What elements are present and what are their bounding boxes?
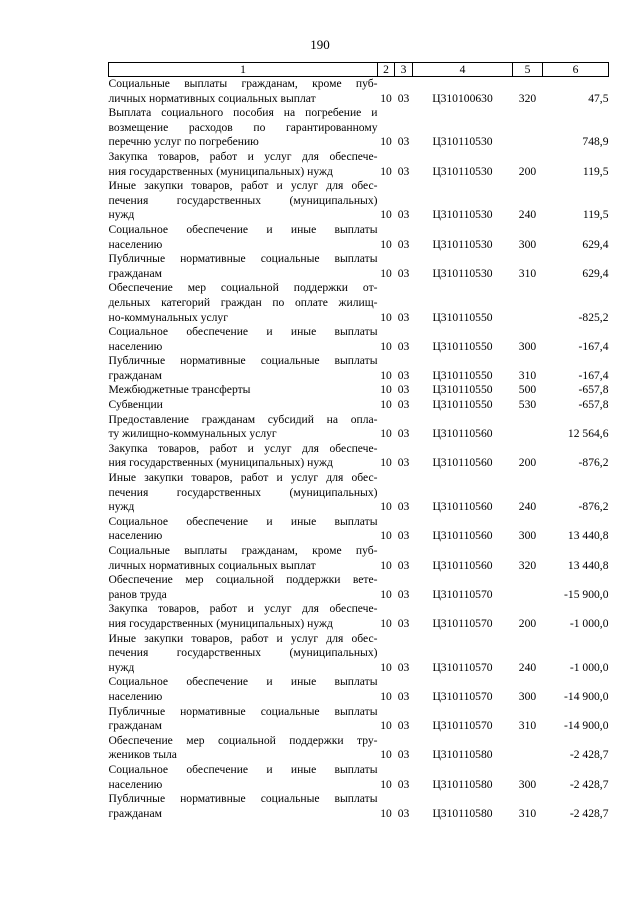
row-amount: -2 428,7 (569, 806, 609, 820)
row-section: 10 (380, 266, 392, 280)
row-name-line: жеников тыла (108, 748, 177, 762)
table-row (109, 471, 609, 515)
row-name (109, 632, 378, 676)
row-name (109, 573, 378, 602)
row-subsection: 03 (397, 616, 410, 630)
row-section: 10 (380, 660, 392, 674)
row-name-line: Социальные выплаты гражданам, кроме пуб- (108, 77, 378, 90)
table-row (109, 413, 609, 442)
row-name-line: Социальное обеспечение и иные выплаты (108, 675, 378, 689)
row-target-code: Ц310110550 (432, 368, 493, 382)
row-name-line: но-коммунальных услуг (108, 310, 228, 324)
row-name-line: ранов труда (108, 587, 167, 601)
row-subsection: 03 (397, 237, 410, 251)
row-name-line: личных нормативных социальных выплат (108, 91, 316, 105)
row-target-code: Ц310110570 (432, 616, 493, 630)
row-amount: -825,2 (578, 310, 609, 324)
page-number: 190 (310, 37, 330, 52)
table-row (109, 632, 609, 676)
row-subsection: 03 (397, 456, 410, 470)
row-amount: -14 900,0 (564, 719, 609, 733)
row-section: 10 (380, 208, 392, 222)
row-subsection: 03 (397, 806, 410, 820)
row-name-line: гражданам (108, 719, 162, 733)
row-name-line: нужд (108, 500, 135, 514)
row-target-code: Ц310110550 (432, 383, 493, 397)
header-col-section: 2 (378, 63, 395, 77)
row-section: 10 (380, 91, 392, 105)
row-section: 10 (380, 500, 392, 514)
row-amount: -657,8 (578, 383, 609, 397)
row-name-line: Субвенции (108, 398, 163, 412)
table-row (109, 383, 609, 398)
row-target-code: Ц310100630 (432, 91, 493, 105)
row-name-line: Публичные нормативные социальные выплаты (108, 252, 378, 266)
row-name-line: Социальное обеспечение и иные выплаты (108, 222, 378, 236)
row-name-line: Обеспечение мер социальной поддержки от- (108, 281, 378, 295)
row-name (109, 383, 378, 398)
row-target-code: Ц310110530 (432, 208, 493, 222)
row-name-line: Социальные выплаты гражданам, кроме пуб- (108, 544, 378, 557)
row-name-line: Публичные нормативные социальные выплаты (108, 354, 378, 368)
table-row (109, 515, 609, 544)
row-name (109, 398, 378, 413)
row-expense-type: 530 (518, 398, 537, 412)
row-subsection: 03 (397, 660, 410, 674)
row-subsection: 03 (397, 748, 410, 762)
row-name-line: перечню услуг по погребению (108, 135, 259, 149)
row-section: 10 (380, 806, 392, 820)
row-amount: 629,4 (582, 237, 609, 251)
row-name (109, 705, 378, 734)
row-target-code: Ц310110580 (432, 748, 493, 762)
row-name (109, 223, 378, 252)
row-section: 10 (380, 616, 392, 630)
table-row (109, 325, 609, 354)
row-amount: 13 440,8 (567, 558, 609, 572)
row-name-line: Закупка товаров, работ и услуг для обеспече- (108, 602, 378, 616)
row-subsection: 03 (397, 339, 410, 353)
table-row (109, 705, 609, 734)
row-name-line: Предоставление гражданам субсидий на опла- (108, 412, 378, 426)
row-name-line: населению (108, 237, 163, 251)
row-section: 10 (380, 456, 392, 470)
row-target-code: Ц310110580 (432, 777, 493, 791)
row-target-code: Ц310110560 (432, 500, 493, 514)
row-name-line: Социальное обеспечение и иные выплаты (108, 762, 378, 776)
row-name-line: нужд (108, 208, 135, 222)
row-name-line: печения государственных (муниципальных) (108, 193, 378, 207)
row-name-line: Обеспечение мер социальной поддержки вете- (108, 573, 378, 587)
row-amount: -14 900,0 (564, 689, 609, 703)
row-amount: 13 440,8 (567, 529, 609, 543)
row-name-line: ния государственных (муниципальных) нужд (108, 616, 333, 630)
row-target-code: Ц310110560 (432, 456, 493, 470)
row-subsection: 03 (397, 135, 410, 149)
row-target-code: Ц310110570 (432, 587, 493, 601)
row-amount: 12 564,6 (567, 427, 609, 441)
row-name (109, 252, 378, 281)
row-expense-type: 200 (518, 164, 537, 178)
table-row (109, 252, 609, 281)
row-subsection: 03 (397, 310, 410, 324)
table-body (109, 77, 609, 822)
row-subsection: 03 (397, 587, 410, 601)
row-name (109, 471, 378, 515)
row-amount: -876,2 (578, 500, 609, 514)
row-amount: -1 000,0 (569, 660, 609, 674)
row-subsection: 03 (397, 398, 410, 412)
row-section: 10 (380, 135, 392, 149)
row-subsection: 03 (397, 777, 410, 791)
row-section: 10 (380, 383, 392, 397)
row-expense-type: 300 (518, 339, 537, 353)
row-subsection: 03 (397, 558, 410, 572)
row-name (109, 602, 378, 631)
row-section: 10 (380, 719, 392, 733)
row-name-line: ния государственных (муниципальных) нужд (108, 164, 333, 178)
row-target-code: Ц310110570 (432, 689, 493, 703)
row-section: 10 (380, 777, 392, 791)
row-name-line: возмещение расходов по гарантированному (108, 120, 378, 134)
row-section: 10 (380, 748, 392, 762)
row-subsection: 03 (397, 208, 410, 222)
row-name-line: населению (108, 339, 163, 353)
row-target-code: Ц310110570 (432, 719, 493, 733)
row-name (109, 77, 378, 107)
row-section: 10 (380, 368, 392, 382)
row-section: 10 (380, 427, 392, 441)
row-amount: -2 428,7 (569, 748, 609, 762)
row-name-line: Социальное обеспечение и иные выплаты (108, 514, 378, 528)
table-row (109, 675, 609, 704)
row-subsection: 03 (397, 266, 410, 280)
row-expense-type: 300 (518, 529, 537, 543)
row-name-line: Закупка товаров, работ и услуг для обеспече- (108, 149, 378, 163)
row-name-line: дельных категорий граждан по оплате жилищ- (108, 295, 378, 309)
row-name-line: Иные закупки товаров, работ и услуг для обес- (108, 631, 378, 645)
header-col-target-code: 4 (413, 63, 513, 77)
row-expense-type: 200 (518, 456, 537, 470)
table-row (109, 602, 609, 631)
row-amount: 119,5 (582, 164, 609, 178)
table-row (109, 763, 609, 792)
row-target-code: Ц310110570 (432, 660, 493, 674)
table-header (109, 63, 609, 77)
row-name (109, 734, 378, 763)
row-name (109, 325, 378, 354)
row-section: 10 (380, 529, 392, 543)
row-section: 10 (380, 587, 392, 601)
row-target-code: Ц310110530 (432, 135, 493, 149)
row-name (109, 675, 378, 704)
row-target-code: Ц310110560 (432, 529, 493, 543)
row-name-line: гражданам (108, 806, 162, 820)
row-expense-type: 310 (518, 266, 537, 280)
row-name (109, 179, 378, 223)
row-name (109, 442, 378, 471)
row-name-line: Закупка товаров, работ и услуг для обеспече- (108, 441, 378, 455)
row-expense-type (513, 281, 543, 325)
table-row (109, 179, 609, 223)
row-amount: 629,4 (582, 266, 609, 280)
row-name (109, 354, 378, 383)
row-expense-type: 320 (518, 91, 537, 105)
row-name-line: Публичные нормативные социальные выплаты (108, 704, 378, 718)
row-section: 10 (380, 237, 392, 251)
row-name (109, 792, 378, 821)
row-amount: 748,9 (582, 135, 609, 149)
row-name-line: Выплата социального пособия на погребение и (108, 106, 378, 120)
row-section: 10 (380, 339, 392, 353)
table-row (109, 573, 609, 602)
row-amount: 119,5 (582, 208, 609, 222)
table-row (109, 106, 609, 150)
row-name (109, 544, 378, 573)
table-row (109, 150, 609, 179)
row-name-line: Обеспечение мер социальной поддержки тру- (108, 733, 378, 747)
header-col-expense-type: 5 (513, 63, 543, 77)
row-name-line: Публичные нормативные социальные выплаты (108, 792, 378, 806)
row-amount: -657,8 (578, 398, 609, 412)
row-subsection: 03 (397, 427, 410, 441)
row-target-code: Ц310110560 (432, 558, 493, 572)
table-row (109, 398, 609, 413)
row-name (109, 413, 378, 442)
row-name-line: Иные закупки товаров, работ и услуг для обес- (108, 179, 378, 193)
row-name-line: гражданам (108, 368, 162, 382)
row-target-code: Ц310110550 (432, 339, 493, 353)
row-name-line: нужд (108, 660, 135, 674)
row-amount: 47,5 (588, 91, 609, 105)
table-row (109, 281, 609, 325)
row-name-line: населению (108, 777, 163, 791)
row-expense-type (513, 734, 543, 763)
row-section: 10 (380, 398, 392, 412)
row-target-code: Ц310110550 (432, 398, 493, 412)
row-name (109, 281, 378, 325)
row-expense-type (513, 573, 543, 602)
row-amount: -2 428,7 (569, 777, 609, 791)
row-name (109, 106, 378, 150)
row-name (109, 763, 378, 792)
row-expense-type: 240 (518, 500, 537, 514)
row-expense-type: 320 (518, 558, 537, 572)
row-name (109, 515, 378, 544)
table-row (109, 544, 609, 573)
row-expense-type: 240 (518, 208, 537, 222)
row-subsection: 03 (397, 368, 410, 382)
row-amount: -876,2 (578, 456, 609, 470)
table-row (109, 734, 609, 763)
row-name-line: Иные закупки товаров, работ и услуг для обес- (108, 471, 378, 485)
row-amount: -167,4 (578, 368, 609, 382)
row-subsection: 03 (397, 500, 410, 514)
row-expense-type: 300 (518, 237, 537, 251)
row-subsection: 03 (397, 164, 410, 178)
row-target-code: Ц310110530 (432, 266, 493, 280)
row-subsection: 03 (397, 91, 410, 105)
row-expense-type: 310 (518, 368, 537, 382)
header-col-amount: 6 (543, 63, 609, 77)
row-subsection: 03 (397, 529, 410, 543)
row-expense-type: 310 (518, 806, 537, 820)
row-name-line: Социальное обеспечение и иные выплаты (108, 325, 378, 339)
header-col-name: 1 (109, 63, 378, 77)
row-amount: -1 000,0 (569, 616, 609, 630)
row-name-line: печения государственных (муниципальных) (108, 485, 378, 499)
row-name (109, 150, 378, 179)
row-name-line: печения государственных (муниципальных) (108, 646, 378, 660)
row-name-line: населению (108, 689, 163, 703)
row-name-line: ния государственных (муниципальных) нужд (108, 456, 333, 470)
row-expense-type: 310 (518, 719, 537, 733)
row-expense-type: 300 (518, 689, 537, 703)
table-row (109, 223, 609, 252)
row-target-code: Ц310110550 (432, 310, 493, 324)
row-expense-type: 500 (518, 383, 537, 397)
row-expense-type: 200 (518, 616, 537, 630)
row-name-line: личных нормативных социальных выплат (108, 558, 316, 572)
header-col-subsection: 3 (395, 63, 413, 77)
row-section: 10 (380, 558, 392, 572)
row-name-line: Межбюджетные трансферты (108, 383, 251, 397)
row-target-code: Ц310110580 (432, 806, 493, 820)
row-target-code: Ц310110530 (432, 237, 493, 251)
table-row (109, 442, 609, 471)
row-expense-type (513, 106, 543, 150)
row-expense-type (513, 413, 543, 442)
row-name-line: гражданам (108, 266, 162, 280)
header-row (109, 63, 609, 77)
row-section: 10 (380, 164, 392, 178)
row-subsection: 03 (397, 719, 410, 733)
budget-table (108, 62, 609, 821)
row-name-line: населению (108, 529, 163, 543)
row-amount: -167,4 (578, 339, 609, 353)
row-name-line: ту жилищно-коммунальных услуг (108, 427, 277, 441)
row-expense-type: 300 (518, 777, 537, 791)
row-expense-type: 240 (518, 660, 537, 674)
row-target-code: Ц310110560 (432, 427, 493, 441)
row-subsection: 03 (397, 689, 410, 703)
row-subsection: 03 (397, 383, 410, 397)
table-row (109, 792, 609, 821)
row-section: 10 (380, 689, 392, 703)
table-row (109, 77, 609, 107)
row-target-code: Ц310110530 (432, 164, 493, 178)
row-section: 10 (380, 310, 392, 324)
table-row (109, 354, 609, 383)
row-amount: -15 900,0 (564, 587, 609, 601)
